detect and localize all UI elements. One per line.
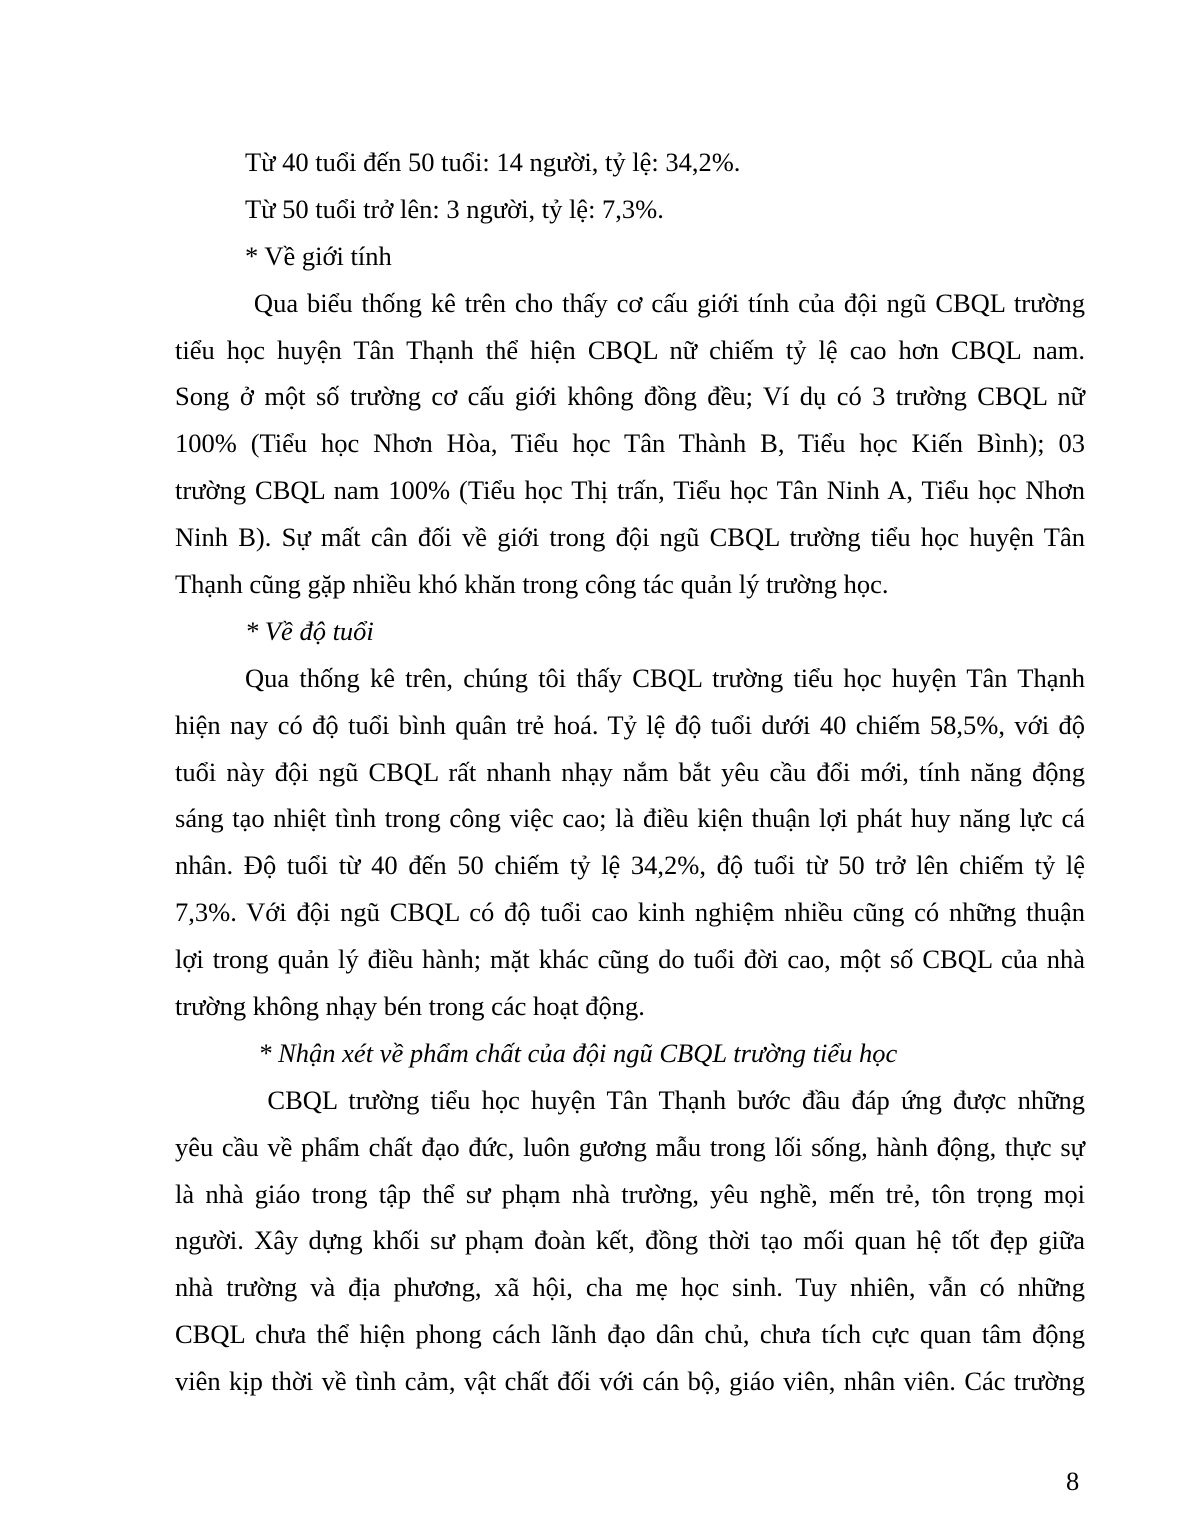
text-line: người. Xây dựng khối sư phạm đoàn kết, đồng thời tạo mối quan hệ tốt đẹp giữa — [175, 1225, 1085, 1256]
text-line: Ninh B). Sự mất cân đối về giới trong đội ngũ CBQL trường tiểu học huyện Tân — [175, 522, 1085, 553]
text-line: 100% (Tiểu học Nhơn Hòa, Tiểu học Tân Thành B, Tiểu học Kiến Bình); 03 — [175, 428, 1085, 459]
paragraph — [175, 233, 1085, 280]
section-heading — [175, 608, 1085, 655]
text-line: CBQL trường tiểu học huyện Tân Thạnh bước đầu đáp ứng được những — [245, 1084, 1085, 1115]
page-number: 8 — [1066, 1466, 1080, 1496]
text-line: Qua thống kê trên, chúng tôi thấy CBQL trường tiểu học huyện Tân Thạnh — [245, 662, 1085, 693]
text-line: CBQL chưa thể hiện phong cách lãnh đạo dân chủ, chưa tích cực quan tâm động — [175, 1319, 1085, 1350]
text-line: Qua biểu thống kê trên cho thấy cơ cấu giới tính của đội ngũ CBQL trường — [245, 287, 1085, 318]
text-line: * Về độ tuổi — [245, 615, 374, 646]
text-line: * Về giới tính — [245, 240, 392, 271]
text-line: Song ở một số trường cơ cấu giới không đồng đều; Ví dụ có 3 trường CBQL nữ — [175, 381, 1085, 412]
text-line: Từ 50 tuổi trở lên: 3 người, tỷ lệ: 7,3%. — [245, 193, 664, 224]
text-line: * Nhận xét về phẩm chất của đội ngũ CBQL trường tiểu học — [245, 1037, 898, 1068]
text-line: sáng tạo nhiệt tình trong công việc cao; là điều kiện thuận lợi phát huy năng lực cá — [175, 803, 1085, 834]
paragraph — [175, 186, 1085, 233]
text-line: yêu cầu về phẩm chất đạo đức, luôn gương mẫu trong lối sống, hành động, thực sự — [175, 1131, 1085, 1162]
text-line: 7,3%. Với đội ngũ CBQL có độ tuổi cao kinh nghiệm nhiều cũng có những thuận — [175, 897, 1085, 928]
text-line: Từ 40 tuổi đến 50 tuổi: 14 người, tỷ lệ: 34,2%. — [245, 147, 741, 177]
text-line: viên kịp thời về tình cảm, vật chất đối với cán bộ, giáo viên, nhân viên. Các trường — [175, 1366, 1085, 1397]
document-body — [175, 139, 1085, 1405]
paragraph — [175, 655, 1085, 1030]
text-line: là nhà giáo trong tập thể sư phạm nhà trường, yêu nghề, mến trẻ, tôn trọng mọi — [175, 1178, 1085, 1209]
text-line: lợi trong quản lý điều hành; mặt khác cũng do tuổi đời cao, một số CBQL của nhà — [175, 944, 1085, 975]
text-line: nhân. Độ tuổi từ 40 đến 50 chiếm tỷ lệ 34,2%, độ tuổi từ 50 trở lên chiếm tỷ lệ — [175, 850, 1085, 881]
section-heading — [175, 1030, 1085, 1077]
text-line: tuổi này đội ngũ CBQL rất nhanh nhạy nắm bắt yêu cầu đổi mới, tính năng động — [175, 756, 1085, 787]
paragraph — [175, 1077, 1085, 1405]
text-line: Thạnh cũng gặp nhiều khó khăn trong công tác quản lý trường học. — [175, 569, 889, 600]
text-line: tiểu học huyện Tân Thạnh thể hiện CBQL nữ chiếm tỷ lệ cao hơn CBQL nam. — [175, 334, 1085, 365]
text-line: hiện nay có độ tuổi bình quân trẻ hoá. Tỷ lệ độ tuổi dưới 40 chiếm 58,5%, với độ — [175, 709, 1085, 740]
paragraph — [175, 280, 1085, 608]
paragraph — [175, 139, 1085, 186]
text-line: nhà trường và địa phương, xã hội, cha mẹ học sinh. Tuy nhiên, vẫn có những — [175, 1272, 1085, 1303]
text-line: trường CBQL nam 100% (Tiểu học Thị trấn, Tiểu học Tân Ninh A, Tiểu học Nhơn — [175, 475, 1085, 506]
text-line: trường không nhạy bén trong các hoạt động. — [175, 991, 645, 1022]
